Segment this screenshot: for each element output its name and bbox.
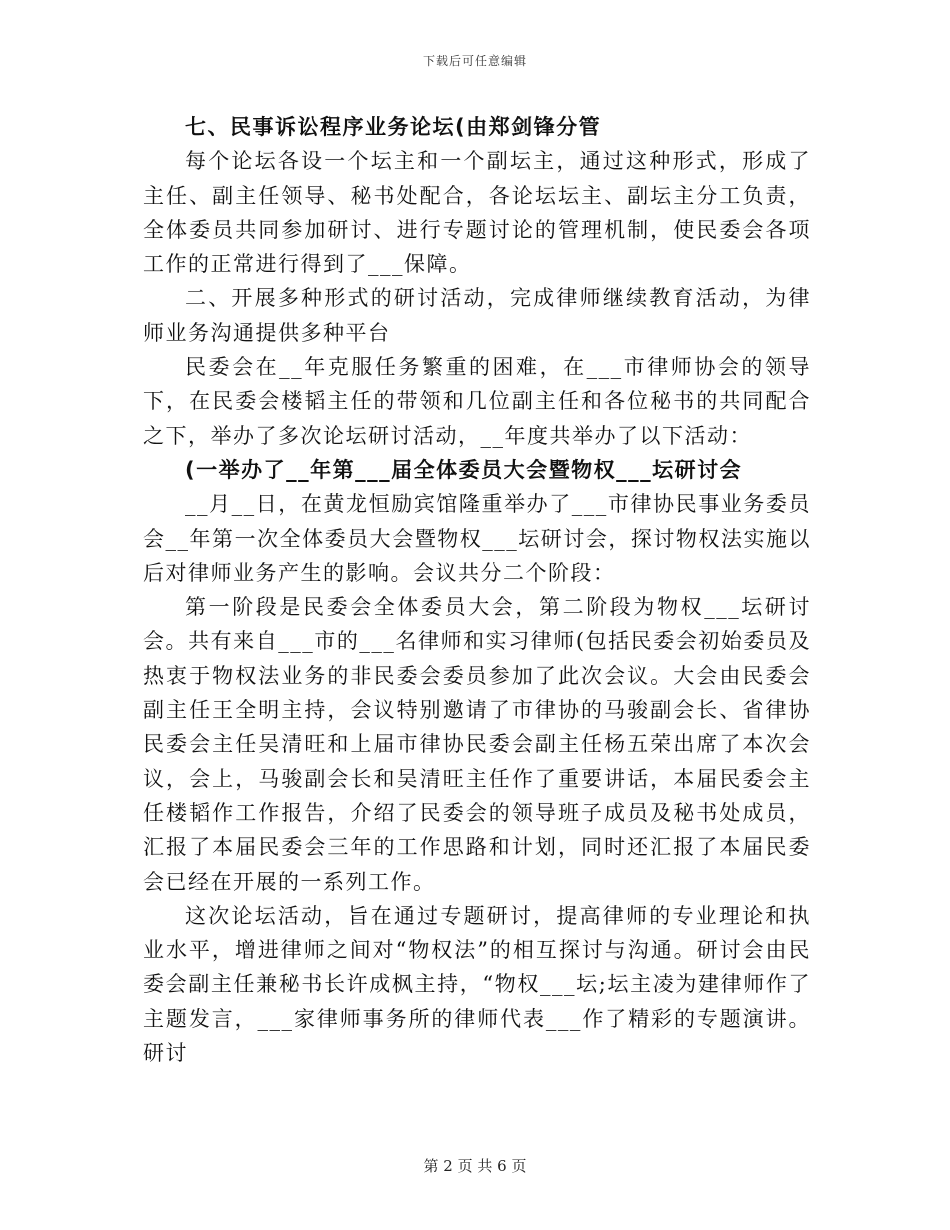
section-heading-2: 二、开展多种形式的研讨活动，完成律师继续教育活动，为律师业务沟通提供多种平台 xyxy=(143,286,811,345)
document-body xyxy=(143,110,811,1070)
header-note: 下载后可任意编辑 xyxy=(422,54,527,68)
paragraph-meeting-date: __月__日，在黄龙恒励宾馆隆重举办了___市律协民事业务委员会__年第一次全体委员大会暨物权___坛研讨会，探讨物权法实施以后对律师业务产生的影响。会议共分二个阶段： xyxy=(143,492,811,585)
paragraph-activities-intro: 民委会在__年克服任务繁重的困难，在___市律师协会的领导下，在民委会楼韬主任的带领和几位副主任和各位秘书的共同配合之下，举办了多次论坛研讨活动，__年度共举办了以下活动： xyxy=(143,355,811,448)
paragraph-meeting-stages: 第一阶段是民委会全体委员大会，第二阶段为物权___坛研讨会。共有来自___市的___名律师和实习律师(包括民委会初始委员及热衷于物权法业务的非民委会委员参加了此次会议。大会由民委会副主任王全明主持，会议特别邀请了市律协的马骏副会长、省律协民委会主任吴清旺和上届市律协民委会副主任杨五荣出席了本次会议，会上，马骏副会长和吴清旺主任作了重要讲话，本届民委会主任楼韬作工作报告，介绍了民委会的领导班子成员及秘书处成员，汇报了本届民委会三年的工作思路和计划，同时还汇报了本届民委会已经在开展的一系列工作。 xyxy=(143,595,811,894)
subsection-heading-1: (一举办了__年第___届全体委员大会暨物权___坛研讨会 xyxy=(185,457,743,482)
page-number: 第 2 页 共 6 页 xyxy=(423,1157,527,1175)
paragraph-forum-purpose: 这次论坛活动，旨在通过专题研讨，提高律师的专业理论和执业水平，增进律师之间对“物权法”的相互探讨与沟通。研讨会由民委会副主任兼秘书长许成枫主持，“物权___坛;坛主凌为建律师作了主题发言，___家律师事务所的律师代表___作了精彩的专题演讲。研讨 xyxy=(143,903,811,1066)
paragraph-forum-structure: 每个论坛各设一个坛主和一个副坛主，通过这种形式，形成了主任、副主任领导、秘书处配合，各论坛坛主、副坛主分工负责，全体委员共同参加研讨、进行专题讨论的管理机制，使民委会各项工作的正常进行得到了___保障。 xyxy=(143,149,811,277)
section-heading-7: 七、民事诉讼程序业务论坛(由郑剑锋分管 xyxy=(185,115,602,139)
